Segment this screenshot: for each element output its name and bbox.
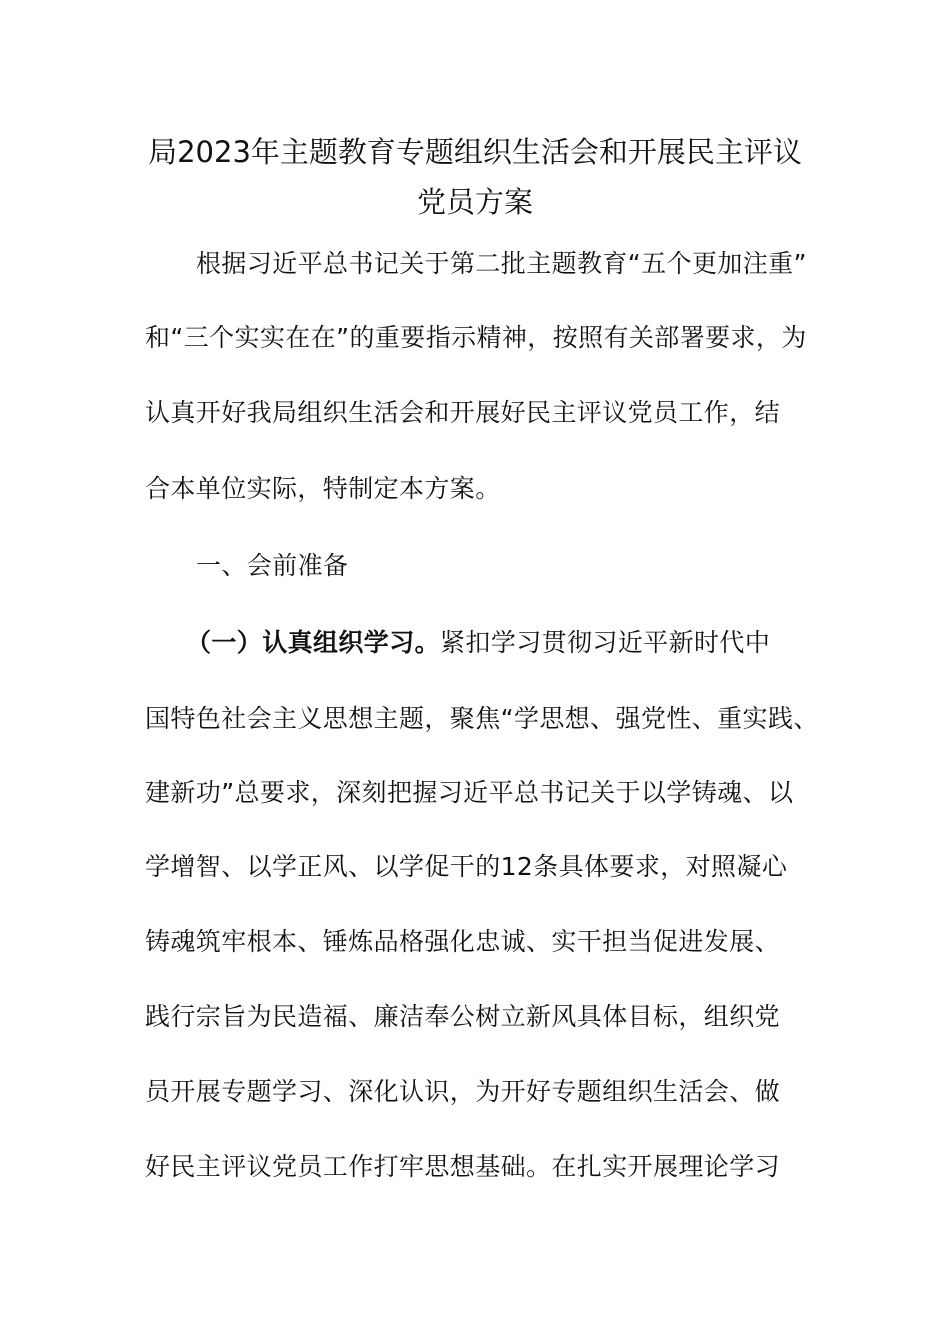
intro-paragraph-line: 根据习近平总书记关于第二批主题教育“五个更加注重”: [196, 249, 807, 278]
subsection-paragraph-line: 员开展专题学习、深化认识，为开好专题组织生活会、做: [145, 1077, 781, 1106]
subsection-first-line: [186, 626, 876, 660]
subsection-heading: （一）认真组织学习。: [186, 628, 441, 657]
subsection-paragraph-line: 学增智、以学正风、以学促干的12条具体要求，对照凝心: [145, 852, 788, 881]
section-heading: 一、会前准备: [196, 551, 349, 580]
subsection-paragraph-line: 践行宗旨为民造福、廉洁奉公树立新风具体目标，组织党: [145, 1002, 781, 1031]
intro-paragraph-line: 合本单位实际，特制定本方案。: [145, 474, 501, 503]
intro-paragraph-line: 和“三个实实在在”的重要指示精神，按照有关部署要求，为: [145, 323, 807, 352]
subsection-paragraph-line: 好民主评议党员工作打牢思想基础。在扎实开展理论学习: [145, 1152, 781, 1181]
document-title-line-2: 党员方案: [416, 185, 533, 219]
subsection-paragraph-line: 铸魂筑牢根本、锤炼品格强化忠诚、实干担当促进发展、: [145, 927, 781, 956]
document-title-line-1: 局2023年主题教育专题组织生活会和开展民主评议: [148, 135, 802, 169]
subsection-text: 紧扣学习贯彻习近平新时代中: [440, 628, 771, 657]
subsection-paragraph-line: 建新功”总要求，深刻把握习近平总书记关于以学铸魂、以: [145, 778, 794, 807]
intro-paragraph-line: 认真开好我局组织生活会和开展好民主评议党员工作，结: [145, 398, 781, 427]
subsection-paragraph-line: 国特色社会主义思想主题，聚焦“学思想、强党性、重实践、: [145, 704, 819, 733]
